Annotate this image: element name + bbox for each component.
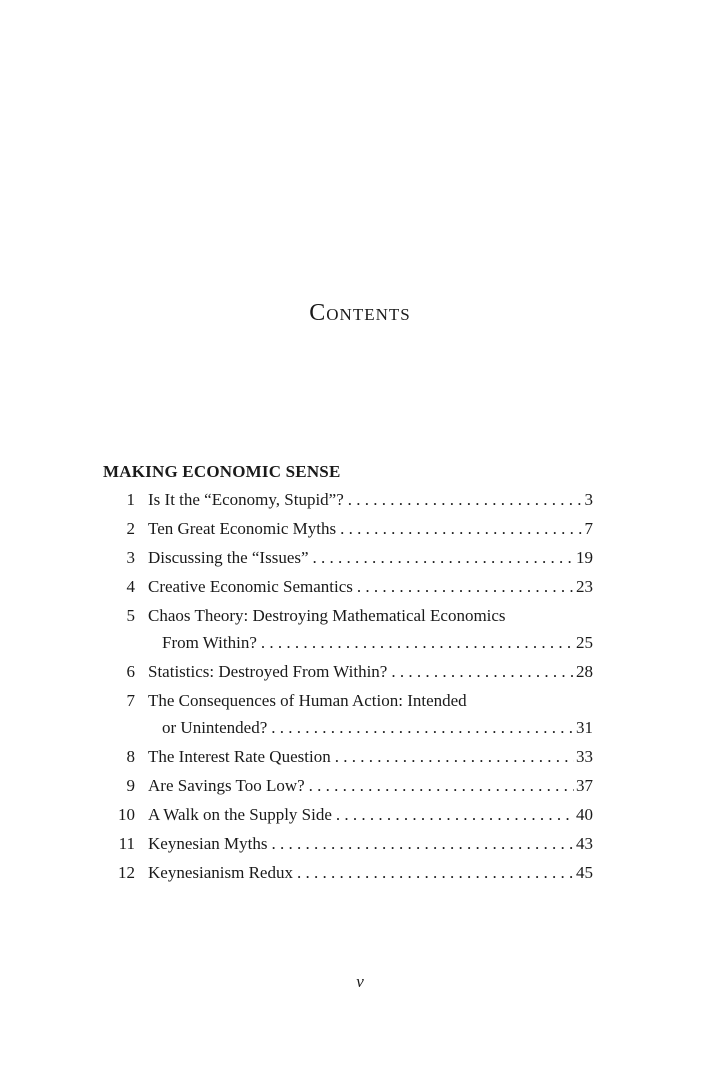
toc-entry-page: 43	[576, 834, 593, 853]
dot-leader	[357, 577, 574, 597]
toc-entry-number: 5	[126, 606, 135, 625]
toc-entry-number: 8	[126, 747, 135, 766]
dot-leader	[340, 519, 582, 539]
toc-entry-title: Keynesianism Redux	[148, 863, 293, 882]
toc-entry-title: The Consequences of Human Action: Intended	[148, 691, 467, 710]
toc-entry-page: 19	[576, 548, 593, 567]
toc-entry-title: Ten Great Economic Myths	[148, 519, 337, 538]
toc-entry-title: Statistics: Destroyed From Within?	[148, 662, 388, 681]
dot-leader	[348, 490, 583, 510]
toc-entry-title: A Walk on the Supply Side	[148, 805, 332, 824]
page-title: Contents	[309, 300, 411, 326]
dot-leader	[335, 747, 574, 767]
toc-entry	[103, 691, 593, 738]
dot-leader	[271, 834, 574, 854]
dot-leader	[309, 776, 574, 796]
toc-entry-number: 11	[118, 834, 135, 853]
toc-entry-title-continued: From Within?	[162, 633, 257, 652]
toc-entry-number: 1	[126, 490, 135, 509]
toc-entry	[103, 662, 593, 682]
toc-entry-title: Creative Economic Semantics	[148, 577, 353, 596]
toc-entry	[103, 747, 593, 767]
toc-entry	[103, 519, 593, 539]
toc-entry-page: 40	[576, 805, 593, 824]
toc-entry	[103, 548, 593, 568]
toc-entry	[103, 577, 593, 597]
toc-entry-page: 3	[584, 490, 593, 509]
toc-entry	[103, 776, 593, 796]
toc-entry-number: 7	[126, 691, 135, 710]
dot-leader	[271, 718, 574, 738]
toc-entry	[103, 805, 593, 825]
toc-entry-page: 37	[576, 776, 593, 795]
toc-entry-number: 2	[126, 519, 135, 538]
toc-entry-title: Are Savings Too Low?	[148, 776, 305, 795]
toc-entry	[103, 606, 593, 653]
dot-leader	[261, 633, 574, 653]
toc-entry-number: 9	[126, 776, 135, 795]
toc-entry-number: 12	[118, 863, 135, 882]
toc-entry-page: 28	[576, 662, 593, 681]
toc-entry-number: 10	[118, 805, 135, 824]
toc-entry-title-continued: or Unintended?	[162, 718, 268, 737]
toc-entry-title: Is It the “Economy, Stupid”?	[148, 490, 344, 509]
toc-entry-page: 7	[584, 519, 593, 538]
dot-leader	[336, 805, 574, 825]
toc-entry	[103, 490, 593, 510]
toc-entry-page: 31	[576, 718, 593, 737]
toc-entry-number: 4	[126, 577, 135, 596]
toc-entry-title: Discussing the “Issues”	[148, 548, 309, 567]
dot-leader	[313, 548, 574, 568]
dot-leader	[297, 863, 574, 883]
toc-entry-number: 3	[126, 548, 135, 567]
toc-entry-page: 33	[576, 747, 593, 766]
section-heading: MAKING ECONOMIC SENSE	[103, 462, 341, 481]
toc-entry-title: Keynesian Myths	[148, 834, 268, 853]
toc-entry-title: Chaos Theory: Destroying Mathematical Economics	[148, 606, 506, 625]
toc-entry-page: 23	[576, 577, 593, 596]
page-number: v	[356, 972, 364, 991]
table-of-contents	[103, 490, 593, 883]
toc-entry	[103, 863, 593, 883]
toc-entry-page: 25	[576, 633, 593, 652]
toc-entry-number: 6	[126, 662, 135, 681]
toc-entry-title: The Interest Rate Question	[148, 747, 331, 766]
dot-leader	[391, 662, 574, 682]
toc-entry-page: 45	[576, 863, 593, 882]
toc-entry	[103, 834, 593, 854]
